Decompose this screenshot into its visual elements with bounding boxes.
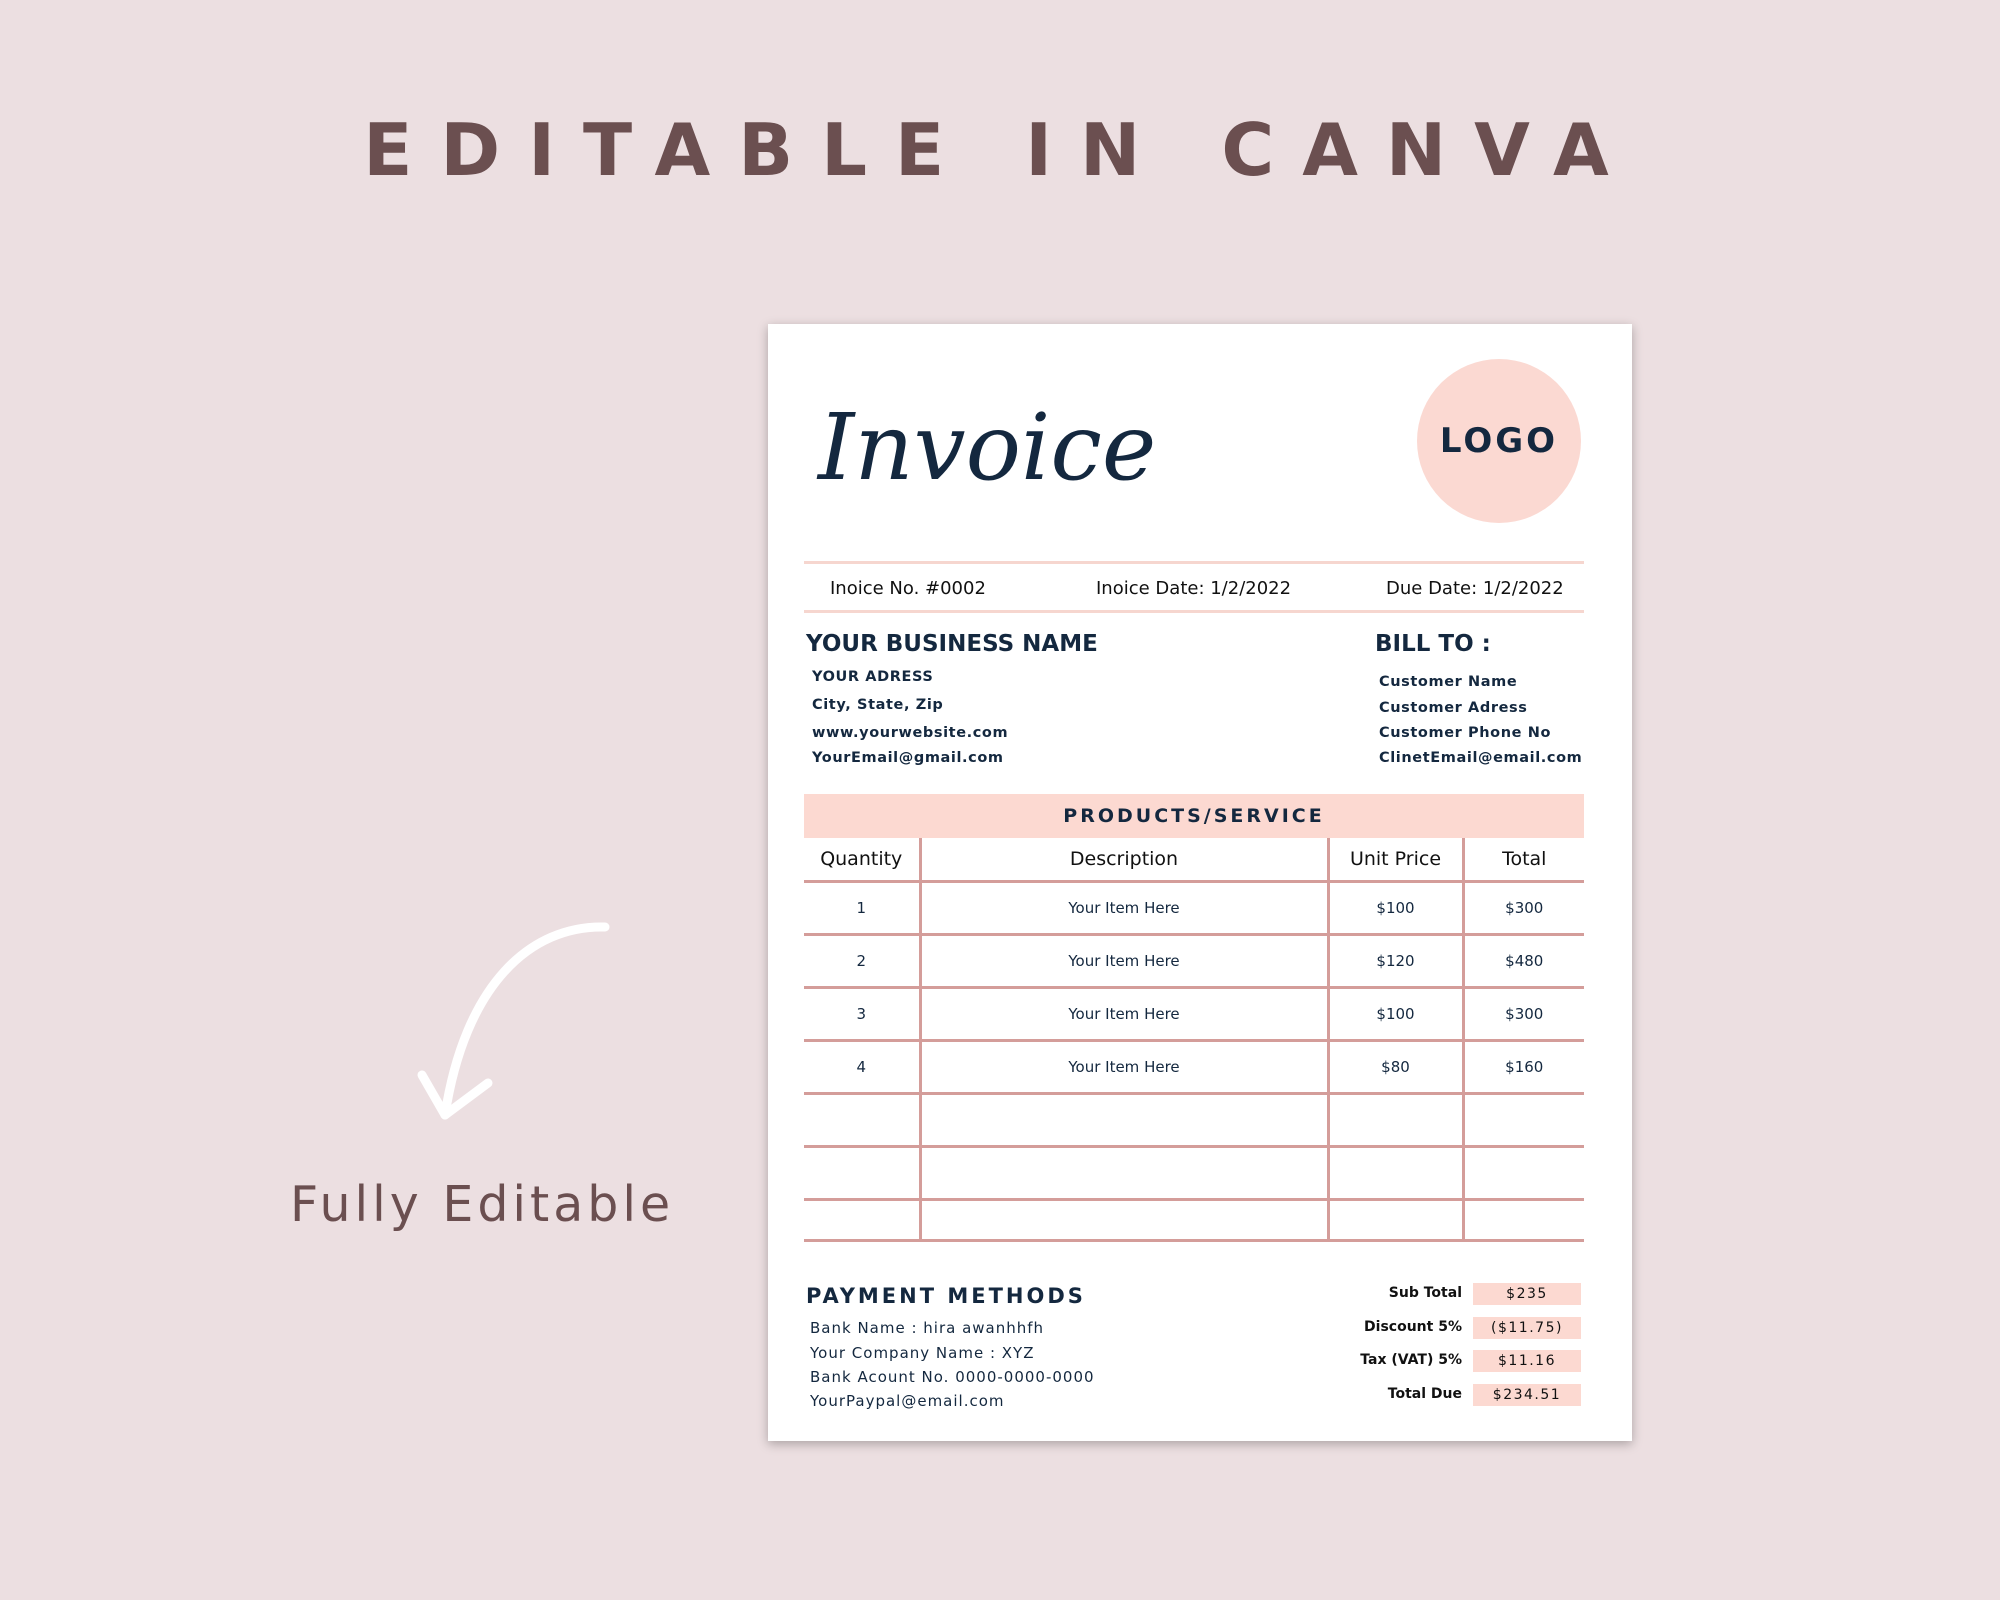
curved-arrow-icon [410,915,620,1135]
business-address: YOUR ADRESS [812,669,934,685]
payment-company-name: Your Company Name : XYZ [810,1344,1035,1362]
cell-quantity: 2 [804,935,920,988]
subtotal-value: $235 [1473,1283,1581,1305]
invoice-date: Inoice Date: 1/2/2022 [1096,578,1292,599]
business-name: YOUR BUSINESS NAME [806,631,1098,657]
column-header-description: Description [920,838,1328,882]
bill-to-title: BILL TO : [1375,631,1491,657]
cell-unit-price: $120 [1328,935,1463,988]
invoice-sheet [768,324,1632,1441]
cell-total: $160 [1463,1041,1584,1094]
business-website: www.yourwebsite.com [812,725,1009,741]
column-header-unit-price: Unit Price [1328,838,1463,882]
business-city: City, State, Zip [812,697,944,713]
invoice-script-text: Invoice [818,394,1157,501]
cell-description: Your Item Here [920,935,1328,988]
table-header-row [804,838,1584,882]
invoice-script-title [810,354,1157,544]
payment-paypal: YourPaypal@email.com [810,1392,1005,1410]
customer-address: Customer Adress [1379,700,1528,716]
cell-total: $300 [1463,882,1584,935]
fully-editable-label: Fully Editable [290,1176,675,1233]
empty-table-row [804,1094,1584,1147]
total-due-label: Total Due [1387,1386,1462,1402]
payment-bank-name: Bank Name : hira awanhhfh [810,1319,1045,1337]
cell-unit-price: $80 [1328,1041,1463,1094]
customer-name: Customer Name [1379,674,1518,690]
invoice-number: Inoice No. #0002 [830,578,986,599]
empty-table-row [804,1200,1584,1241]
table-row [804,882,1584,935]
logo-placeholder: LOGO [1417,359,1581,523]
discount-value: ($11.75) [1473,1317,1581,1339]
table-row [804,1041,1584,1094]
cell-quantity: 4 [804,1041,920,1094]
headline: EDITABLE IN CANVA [363,108,1637,192]
cell-description: Your Item Here [920,882,1328,935]
total-due-value: $234.51 [1473,1384,1581,1406]
due-date: Due Date: 1/2/2022 [1386,578,1564,599]
column-header-quantity: Quantity [804,838,920,882]
business-email: YourEmail@gmail.com [812,750,1004,766]
invoice-info-bar [804,561,1584,613]
cell-quantity: 3 [804,988,920,1041]
subtotal-label: Sub Total [1388,1285,1462,1301]
cell-quantity: 1 [804,882,920,935]
cell-description: Your Item Here [920,1041,1328,1094]
payment-account-number: Bank Acount No. 0000-0000-0000 [810,1368,1095,1386]
cell-total: $300 [1463,988,1584,1041]
cell-unit-price: $100 [1328,988,1463,1041]
table-row [804,935,1584,988]
cell-description: Your Item Here [920,988,1328,1041]
products-section-header: PRODUCTS/SERVICE [804,794,1584,838]
table-row [804,988,1584,1041]
tax-value: $11.16 [1473,1350,1581,1372]
payment-methods-title: PAYMENT METHODS [806,1284,1086,1308]
cell-unit-price: $100 [1328,882,1463,935]
discount-label: Discount 5% [1364,1319,1462,1335]
customer-email: ClinetEmail@email.com [1379,750,1583,766]
column-header-total: Total [1463,838,1584,882]
cell-total: $480 [1463,935,1584,988]
items-table [804,838,1584,1242]
customer-phone: Customer Phone No [1379,725,1552,741]
empty-table-row [804,1147,1584,1200]
tax-label: Tax (VAT) 5% [1360,1352,1462,1368]
